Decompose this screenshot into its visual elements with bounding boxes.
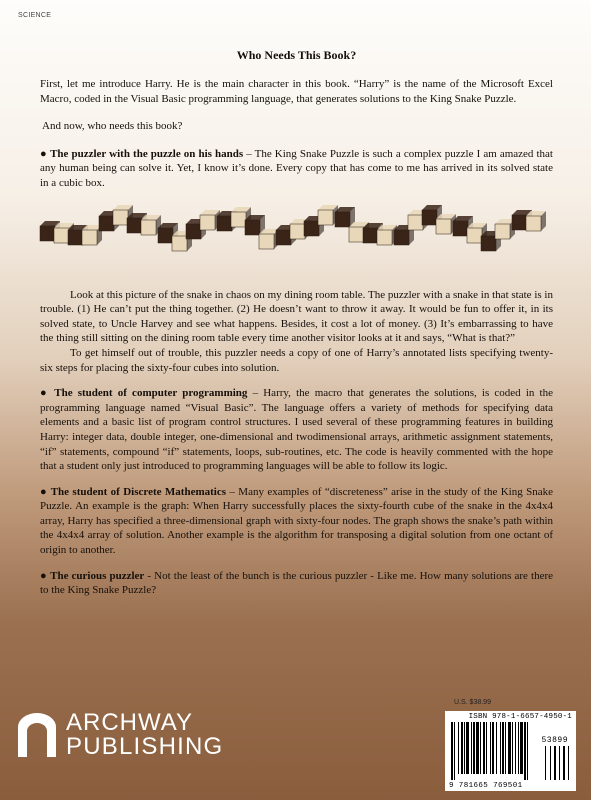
publisher-logo (16, 711, 223, 759)
barcode-bar (512, 722, 513, 774)
programming-heading: The student of computer programming (54, 387, 248, 400)
barcode-bar (527, 722, 528, 780)
curious-text: - Not the least of the bunch is the curious puzzler - Like me. How many solutions are there to the King Snake Puzzle? (40, 569, 553, 597)
discrete-math-text: – Many examples of “discreteness” arise in the study of the King Snake Puzzle. An example is the graph: When Harry successfully places the sixty-fourth cube of the snake in the 4x4x4 array, Harry has specified a three-dimensional graph with sixty-four nodes. The graph shows the snake’s path within the 4x4x4 array of solution. Another example is the algorithm for transposing a digital solution from one octant of origin to another. (40, 485, 554, 557)
publisher-name-line2: PUBLISHING (66, 733, 224, 760)
programming-text: – Harry, the macro that generates the solutions, is coded in the programming language named “Visual Basic”. The language offers a variety of methods for specifying data elements and a basic list of program control structures. I used several of these programming features in building Harry: integer data, double integer, one-dimensional and twodimensional arrays, arithmetic assignment statements, “if” statements, compound “if” statements, loops, sub-routines, etc. The code is heavily commented with the hope that a student only just introduced to programming languages will be able to follow its logic. (40, 387, 553, 473)
page-title: Who Needs This Book? (236, 48, 357, 62)
barcode-bar (473, 722, 475, 774)
isbn-barcode (445, 711, 576, 791)
category-label: SCIENCE (18, 12, 52, 19)
bullet-icon: ● (40, 569, 47, 582)
programming-paragraph (40, 386, 553, 474)
snake-cubes-illustration (36, 202, 556, 272)
discrete-math-paragraph (40, 485, 553, 558)
curious-paragraph (40, 569, 553, 598)
isbn-digits: 9 781665 769501 (449, 782, 523, 790)
barcode-bar (471, 722, 472, 774)
barcode-bar (550, 746, 551, 780)
question-line: And now, who needs this book? (42, 120, 183, 133)
barcode-bar (483, 722, 485, 774)
barcode-bar (458, 722, 459, 774)
barcode-bar (545, 746, 546, 780)
barcode-bars (449, 722, 572, 780)
trouble-paragraph: To get himself out of trouble, this puzzler needs a copy of one of Harry’s annotated lists specifying twenty-six steps for placing the sixty-four cubes into solution. (40, 346, 553, 374)
archway-arch-icon (16, 713, 58, 757)
barcode-bar (500, 722, 501, 774)
puzzler-heading: The puzzler with the puzzle on his hands (50, 147, 244, 160)
barcode-bar (464, 722, 465, 774)
barcode-bar (461, 722, 463, 774)
intro-paragraph: First, let me introduce Harry. He is the main character in this book. “Harry” is the name of the Microsoft Excel Macro, coded in the Visual Basic programming language, that generates solutions to the King Snake Puzzle. (40, 78, 553, 105)
snake-puzzle-photo (36, 202, 556, 272)
puzzler-paragraph (40, 147, 553, 191)
barcode-bar (451, 722, 453, 780)
picture-paragraph: Look at this picture of the snake in chaos on my dining room table. The puzzler with a snake in that state is in trouble. (1) He can’t put the thing together. (2) He doesn’t want to throw it away. It would be fun to offer it, in its solved state, to Uncle Harvey and see what happens. Besides, it cost a lot of money. (3) It’s embarrassing to have the thing still sitting on the dining room table every time another visitor looks at it and says, “What is that?” (40, 288, 553, 345)
back-cover-text (40, 48, 553, 609)
barcode-bar (520, 722, 523, 774)
barcode-bar (563, 746, 565, 780)
barcode-bar (480, 722, 481, 774)
barcode-bar (496, 722, 497, 774)
barcode-bar (466, 722, 469, 774)
bullet-icon: ● (40, 387, 50, 400)
barcode-bar (554, 746, 556, 780)
barcode-bar (559, 746, 560, 780)
price-label: U.S. $38.99 (454, 699, 491, 706)
publisher-name-line1: ARCHWAY (66, 709, 193, 736)
bullet-icon: ● (40, 147, 47, 160)
barcode-supplement-number: 53899 (541, 736, 568, 745)
barcode-bar (476, 722, 479, 774)
barcode-bar (515, 722, 516, 774)
barcode-bar (492, 722, 494, 774)
barcode-bar (508, 722, 511, 774)
barcode-bar (518, 722, 519, 774)
isbn-text: ISBN 978-1-6657-4950-1 (468, 713, 572, 721)
puzzler-text: – The King Snake Puzzle is such a complex puzzle I am amazed that any human being can solve it. Yet, I know it’s done. Every copy that has come to me has arrived in its solved state in a cubic box. (40, 147, 553, 189)
barcode-bar (505, 722, 506, 774)
barcode-bar (524, 722, 526, 780)
snake-cube (526, 211, 546, 231)
barcode-bar (568, 746, 569, 780)
barcode-bar (486, 722, 487, 774)
discrete-math-heading: The student of Discrete Mathematics (50, 485, 226, 498)
barcode-bar (490, 722, 491, 774)
barcode-bar (454, 722, 455, 780)
barcode-bar (502, 722, 504, 774)
curious-heading: The curious puzzler (50, 569, 145, 582)
bullet-icon: ● (40, 485, 48, 498)
